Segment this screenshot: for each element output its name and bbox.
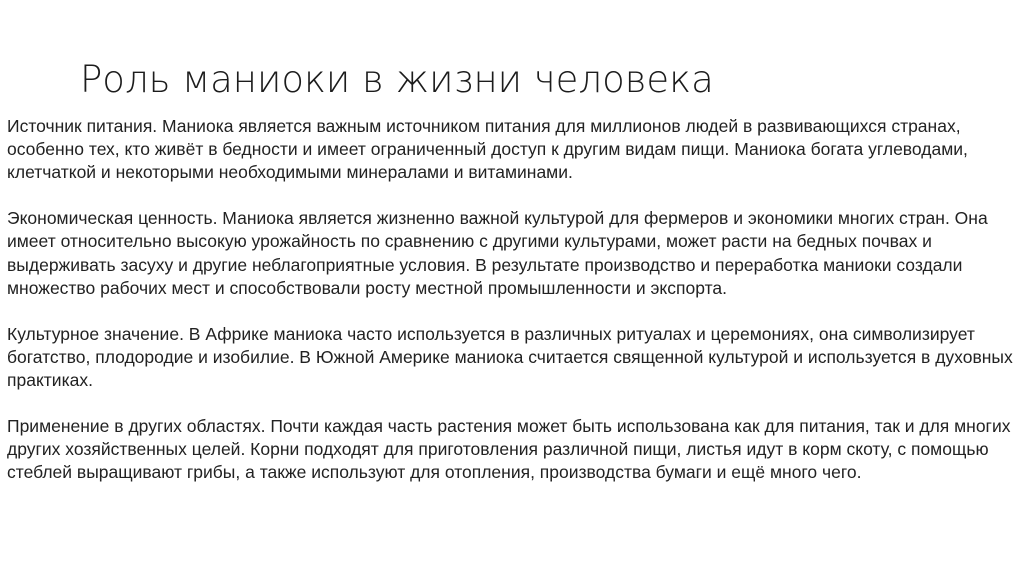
paragraph-cultural-significance: Культурное значение. В Африке маниока часто используется в различных ритуалах и церемониях, она символизирует богатство, плодородие и изобилие. В Южной Америке маниока считается священной культурой и используется в духовных практиках.: [7, 323, 1013, 391]
paragraph-other-uses: Применение в других областях. Почти каждая часть растения может быть использована как для питания, так и для многих других хозяйственных целей. Корни подходят для приготовления различной пищи, листья идут в корм скоту, с помощью стеблей выращивают грибы, а также используют для отопления, производства бумаги и ещё много чего.: [7, 416, 1011, 483]
paragraph-economic-value: Экономическая ценность. Маниока является жизненно важной культурой для фермеров и экономики многих стран. Она имеет относительно высокую урожайность по сравнению с другими культурами, может расти на бедных почвах и выдерживать засуху и другие неблагоприятные условия. В результате производство и переработка маниоки создали множество рабочих мест и способствовали росту местной промышленности и экспорта.: [7, 208, 988, 298]
paragraph-food-source: Источник питания. Маниока является важным источником питания для миллионов людей в развивающихся странах, особенно тех, кто живёт в бедности и имеет ограниченный доступ к другим видам пищи. Маниока богата углеводами, клетчаткой и некоторыми необходимыми минералами и витаминами.: [7, 116, 968, 183]
slide-body: [7, 115, 1017, 485]
slide-title: Роль маниоки в жизни человека: [80, 58, 714, 101]
